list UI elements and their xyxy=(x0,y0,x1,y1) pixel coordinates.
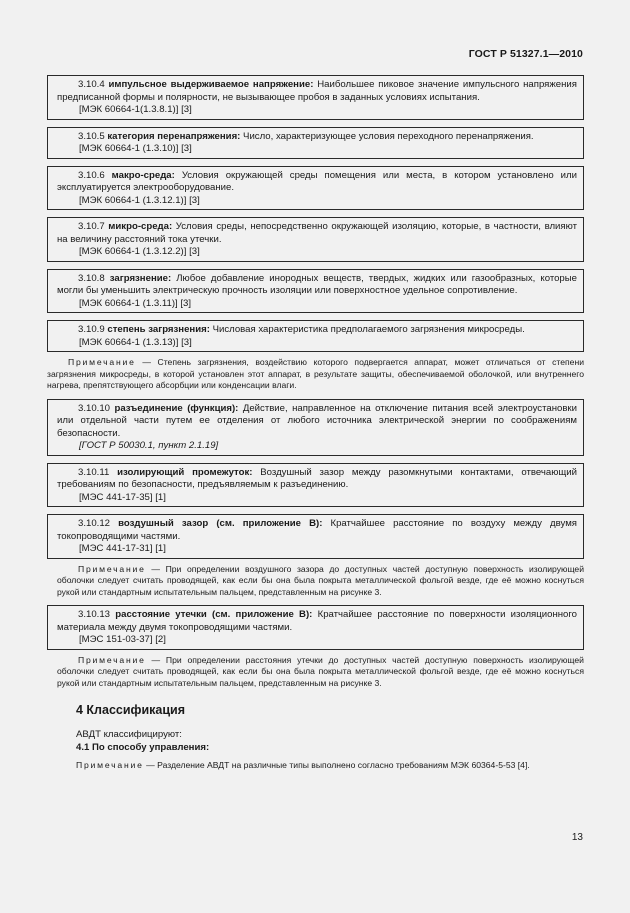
term-definition: Любое добавление инородных веществ, твердых, жидких или газообразных, которые могли бы уменьшить электрическую прочность изоляции или поверхностное удельное сопротивление. xyxy=(57,272,578,296)
term-definition: Кратчайшее расстояние по поверхности изоляционного материала между двумя токопроводящими частями. xyxy=(57,609,577,633)
note-text: — При определении расстояния утечки до доступных частей доступную поверхность изолирующей оболочки следует считать проводящей, как если бы она была покрыта металлической фольгой везде, где её можно коснуться рукой или стандартным испытательным пальцем, представленным на рисунке 3. xyxy=(57,654,584,688)
term-name: изолирующий промежуток: xyxy=(117,466,253,478)
term-number: 3.10.11 xyxy=(78,466,110,478)
term-name: макро-среда: xyxy=(111,169,175,181)
subsection-title: 4.1 По способу управления: xyxy=(76,741,210,753)
term-reference: [МЭС 441-17-31] [1] xyxy=(79,543,166,554)
term-name: степень загрязнения: xyxy=(107,324,210,335)
term-name: импульсное выдерживаемое напряжение: xyxy=(108,79,314,90)
term-box-3-10-12 xyxy=(47,514,584,559)
term-box-3-10-9 xyxy=(47,320,584,352)
term-number: 3.10.4 xyxy=(78,79,105,90)
term-reference: [МЭК 60664-1(1.3.8.1)] [3] xyxy=(79,104,192,115)
page-number: 13 xyxy=(571,832,583,843)
term-definition: Наибольшее пиковое значение импульсного напряжения предписанной формы и полярности, не вызывающее пробоя в заданных условиях испытания. xyxy=(57,79,577,103)
page-content xyxy=(47,75,584,772)
note-pollution-degree xyxy=(47,357,584,392)
term-box-3-10-5 xyxy=(47,127,584,159)
note-text: — При определении воздушного зазора до доступных частей доступную поверхность изолирующей оболочки следует считать проводящей, как если бы она была покрыта металлической фольгой везде, где её можно коснуться рукой или стандартным испытательным пальцем, представленным на рисунке 3. xyxy=(57,563,585,597)
term-box-3-10-7 xyxy=(47,217,584,262)
term-definition: Действие, направленное на отключение питания всей электроустановки или отдельной части путем ее отделения от любого источника электрической энергии по соображениям безопасности. xyxy=(57,402,577,439)
note-rcbo-types xyxy=(76,760,584,772)
term-reference: [МЭС 441-17-35] [1] xyxy=(79,491,166,503)
term-number: 3.10.13 xyxy=(78,609,111,620)
term-name: загрязнение: xyxy=(109,272,172,284)
term-reference: [МЭК 60664-1 (1.3.11)] [3] xyxy=(79,297,192,309)
term-name: разъединение (функция): xyxy=(114,402,239,414)
term-reference: [МЭК 60664-1 (1.3.10)] [3] xyxy=(79,143,192,154)
term-name: расстояние утечки (см. приложение В): xyxy=(115,609,313,620)
term-reference: [МЭК 60664-1 (1.3.12.1)] [3] xyxy=(79,194,200,206)
note-label: Примечание xyxy=(78,654,146,665)
term-number: 3.10.5 xyxy=(78,130,105,142)
term-definition: Числовая характеристика предполагаемого загрязнения микросреды. xyxy=(212,324,525,335)
term-number: 3.10.8 xyxy=(78,272,105,284)
section-intro: АВДТ классифицируют: xyxy=(76,729,182,740)
note-label: Примечание xyxy=(78,563,146,574)
term-definition: Условия среды, непосредственно окружающей изоляцию, которые, в частности, влияют на величину расстояний тока утечки. xyxy=(57,221,577,245)
term-name: категория перенапряжения: xyxy=(107,130,241,142)
term-box-3-10-13 xyxy=(47,605,584,650)
note-text: — Разделение АВДТ на различные типы выполнено согласно требованиям МЭК 60364-5-53 [4]. xyxy=(146,760,530,770)
term-definition: Условия окружающей среды помещения или места, в котором установлено или эксплуатируется электрооборудование. xyxy=(57,169,577,193)
term-name: воздушный зазор (см. приложение В): xyxy=(118,518,323,529)
term-box-3-10-8 xyxy=(47,269,584,314)
term-number: 3.10.9 xyxy=(78,324,105,335)
term-number: 3.10.7 xyxy=(78,221,105,232)
term-box-3-10-6 xyxy=(47,166,584,211)
term-box-3-10-4 xyxy=(47,75,584,120)
term-definition: Кратчайшее расстояние по воздуху между двумя токопроводящими частями. xyxy=(57,518,578,542)
term-number: 3.10.12 xyxy=(78,518,111,529)
note-clearance xyxy=(47,564,584,599)
term-box-3-10-10 xyxy=(47,399,584,456)
note-text: — Степень загрязнения, воздействию которого подвергается аппарат, может отличаться от степени загрязнения микросреды, в которой установлен этот аппарат, в результате защиты, обеспечиваемой оболочкой, или внутреннего нагрева, препятствующего абсорбции или конденсации влаги. xyxy=(47,357,584,390)
term-definition: Воздушный зазор между разомкнутыми контактами, отвечающий требованиям по безопасности, предъявляемым к разъединению. xyxy=(57,466,577,490)
term-number: 3.10.6 xyxy=(78,169,105,181)
note-creepage xyxy=(47,655,584,690)
section-title: 4 Классификация xyxy=(76,703,186,717)
term-reference: [ГОСТ Р 50030.1, пункт 2.1.19] xyxy=(79,440,219,451)
term-reference: [МЭК 60664-1 (1.3.12.2)] [3] xyxy=(79,246,200,257)
note-label: Примечание xyxy=(76,760,144,770)
note-label: Примечание xyxy=(68,357,136,367)
term-number: 3.10.10 xyxy=(78,402,111,414)
standard-header: ГОСТ Р 51327.1—2010 xyxy=(468,48,583,60)
term-reference: [МЭС 151-03-37] [2] xyxy=(79,634,166,645)
term-reference: [МЭК 60664-1 (1.3.13)] [3] xyxy=(79,336,192,348)
term-definition: Число, характеризующее условия переходного перенапряжения. xyxy=(243,130,534,142)
term-name: микро-среда: xyxy=(108,221,173,232)
term-box-3-10-11 xyxy=(47,463,584,508)
